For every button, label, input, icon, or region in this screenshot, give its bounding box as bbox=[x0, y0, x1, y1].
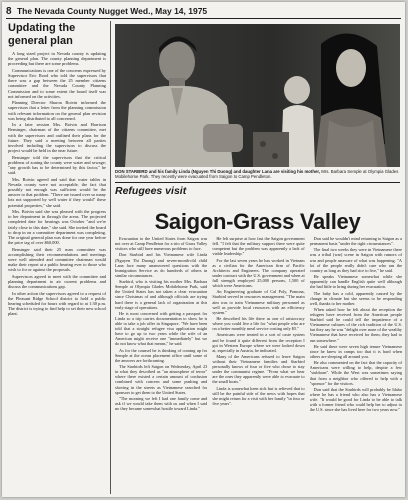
photo-caption-bold: DON STARBIRD and his family Linda (Nguyen Thi Duong) and daughter Lana are visiting his mother, bbox=[115, 169, 320, 174]
feature-column-3 bbox=[310, 236, 402, 494]
paragraph: Bensinger said their 25 man committee was accomplishing their recommendations and meetings were well attended and committee chairman would make their report at a public hearing ever to those who wish to for or against the proposals. bbox=[8, 246, 106, 273]
paragraph: In a later session Mrs. Boivin and Harrison Bensinger, chairman of the citizens committee, met with the supervisors and outlined their plans for the future. They said a meeting between all parties involved including the supervisors to discuss the project would be held in the near future. bbox=[8, 122, 106, 154]
newspaper-page bbox=[2, 2, 405, 497]
paragraph: Don said that the Starbirds will probably be Idaho where he has a friend who also has a Vietnamese wife. "It would be good for Linda to be able to talk with a former friend who could help her to adjust to the U.S. since she has lived here for two years now." bbox=[309, 386, 402, 413]
left-article bbox=[8, 22, 106, 494]
feature-column-body bbox=[212, 236, 304, 406]
paragraph: The final two weeks they were in Vietnamese there was a tribal (war) scene in Saigon with rumors of war and people unaware of what was happening. "A lot of the people really didn't care who ran the country as long as they had rice to live," he said. bbox=[309, 247, 402, 273]
feature-column-1 bbox=[115, 236, 207, 494]
paragraph: Mrs. Boivin agreed and said that water tables in Nevada county were not acceptable, the fact that possibly not enough was sufficient would be the answer to that problem. "There are issued over so many lots not supported by well water if they would" these potential properties," she said. bbox=[8, 176, 106, 208]
left-article-headline: Updating the general plan bbox=[8, 22, 76, 47]
paragraph: When asked how he felt about the reception the refugees have received from the American people Starbird said he could tell the impatience of a Vietnamese cultures of the rich tradition of the U.S. but they say he was "delight over none of the wealthy Vietnamese that have received for them, they had to run somewhere." bbox=[309, 306, 402, 343]
paragraph: Supervisors agreed to meet with the committee and planning department to air current problems and discuss the communications gap. bbox=[8, 273, 106, 290]
feature-kicker: Refugees visit bbox=[115, 182, 400, 197]
paragraph: Mrs. Boivin said she was pleased with the progress to her department in through the areas. The projected completed date for hearings was October "and we're fairly close to this date," she said. She invited the board to drop in on a committee department was completing. The original general plan was done for one year before the price tag of over $60,000. bbox=[8, 209, 106, 246]
paragraph: An Engineering graduate of Cal Poly, Pomona, Starbird served in resources management. "The main aim was to train Vietnamese military personnel as well as provide local resources with an efficiency system." bbox=[212, 289, 305, 315]
feature-column-body bbox=[310, 236, 402, 412]
column-divider bbox=[110, 21, 111, 494]
paragraph: In other action the supervisors agreed to a request of the Pleasant Ridge School district to hold a public hearing scheduled for hours with regard to at 1:30 p.m. The district is trying to find help to set their new school plant. bbox=[8, 290, 106, 317]
paragraph: The Starbirds left Saigon on Wednesday, April 23 in what they described as "an atmosphere of terror" where there existed a certain amount of confusion combined with concern and some pushing and shoving in the streets as Vietnamese searched for sponsors to get them to the United States. bbox=[115, 364, 208, 395]
paragraph: He speaks Vietnamese somewhat while she apparently can handle English quite well although she had little to bring during her evacuation. bbox=[309, 274, 402, 290]
paragraph: He described his life there as one of aristocracy where you could live a life for "what people who are on a better monthly meal service costing only $5." bbox=[212, 315, 305, 332]
paragraph: The baby has a cold, apparently caused by the change in climate but she seems to be responding well, thanks to her mother. bbox=[309, 290, 402, 306]
paragraph: Planning Director Sharon Boivin informed the supervisors that a letter from the planning commission with relevant information on the general plan revision was being distributed to all concerned. bbox=[8, 100, 106, 121]
paragraph: Bensinger told the supervisors that the critical problems of zoning the county were water and sewage; "any growth has to be determined by this factor," he said. bbox=[8, 154, 106, 176]
issue-date: Wed., May 14, 1975 bbox=[130, 6, 208, 16]
feature-column-body bbox=[115, 236, 207, 411]
header-rule bbox=[6, 18, 401, 19]
paragraph: Americans were treated in a sort of caste system and he found it quite different from the reception I got in Western Europe where we were looked down at, especially in Austria, he indicated. bbox=[212, 332, 305, 353]
paragraph: He felt surprise at how fast the Saigon government fell. "I felt that the military support there were quite competent but the problem was apparently a lack of viable leadership." bbox=[212, 236, 305, 257]
photo-caption bbox=[115, 169, 400, 179]
paragraph: Don said he wouldn't mind returning to Saigon as a permanent basis "under the right circumstances". bbox=[309, 236, 402, 247]
paragraph: He also commented on the fact that the capacity of Americans were willing to help, despite a few "stubborn". While the West was sometimes saying that from a neighbor who offered to help with a "sponsor" for the visitors. bbox=[309, 360, 402, 386]
paragraph: As for the counsel he is thinking of coming up for Semple at the ocean placement office until some of the answers are forthcoming. bbox=[115, 347, 208, 363]
paragraph: Starbird, who is visiting his mother Mrs. Barbara Semple at Olympia Glades Mobilehome Park, said the United States has not taken a clear evacuation since Christmas of and although officials are trying hard there is a general lack of organization at this early stage of operations. bbox=[115, 279, 208, 310]
paragraph: A long sized project in Nevada county is updating the general plan. The county planning department is proceeding but there are some problems. bbox=[8, 51, 106, 67]
paragraph: He said there were seven high tenure Vietnamese since he knew in camps too that it is hard when others are sleeping all around you. bbox=[309, 343, 402, 359]
photo-caption-text: Mrs. Barbara Semple at Olympia Glades Mobilehome Park. They recently were evacuated from Saigon to Camp Pendleton. bbox=[115, 169, 399, 179]
feature-columns bbox=[115, 236, 402, 494]
paragraph: Many of the Americans refused to leave Saigon without their Vietnamese families and Starbird personally knows of four or five who chose to stay under the communist regime. "From what we hear are the ones they apparently were able to evacuate to the small boats." bbox=[212, 354, 305, 385]
paragraph: Don Starbird and his Vietnamese wife Linda (Nguyen Thi Duong) and seven-month-old child Lana face many unanswered questions with the Immigration Service as do hundreds of others in similar circumstances. bbox=[115, 252, 208, 278]
family-photo-image bbox=[115, 24, 400, 167]
paragraph: "The morning we left I had one family come and ask if we would take them with us and when I said no they became somewhat hostile toward Linda." bbox=[115, 395, 208, 412]
paragraph: For the last seven years he has worked in Vietnam as a civilian for the American firm of Pacific Architects and Engineers. The company operated under contract with the U.S. government and when at full strength employed 25,000 persons, 1,500 of which were Americans. bbox=[212, 257, 305, 289]
left-article-body bbox=[8, 51, 106, 317]
paragraph: Communications is one of the concerns expressed by Supervisor Eric Rood who told the supervisors that there was a gap between the 25 member citizens committee and the Nevada County Planning Commission and to some extent the board itself was not informed on the activities. bbox=[8, 67, 106, 99]
paragraph: Evacuation to the United States from Saigon was not over at Camp Pendleton for a trio of Grass Valley visitors who still have numerous problems to face. bbox=[115, 236, 208, 252]
paragraph: He is most concerned with getting a passport for Linda so a trip carries documentation to show he is able to take a job offer in Singapore. "We have been told that a straight refugee visa application might have to go up to two years while the wife of an American might receive one "immediately" but we do not know what that means," he said. bbox=[115, 310, 208, 347]
feature-headline: Saigon-Grass Valley bbox=[154, 209, 361, 234]
masthead: The Nevada County Nugget bbox=[16, 6, 128, 16]
paragraph: Linda is somewhat keen sick but is relieved that to still be the painful side of the news with hopes that she might return for a visit with her family "in four or five years". bbox=[212, 385, 305, 407]
page-number: 8 bbox=[6, 6, 12, 17]
feature-column-2 bbox=[212, 236, 304, 494]
page-header bbox=[6, 4, 401, 18]
family-photo bbox=[115, 24, 400, 167]
